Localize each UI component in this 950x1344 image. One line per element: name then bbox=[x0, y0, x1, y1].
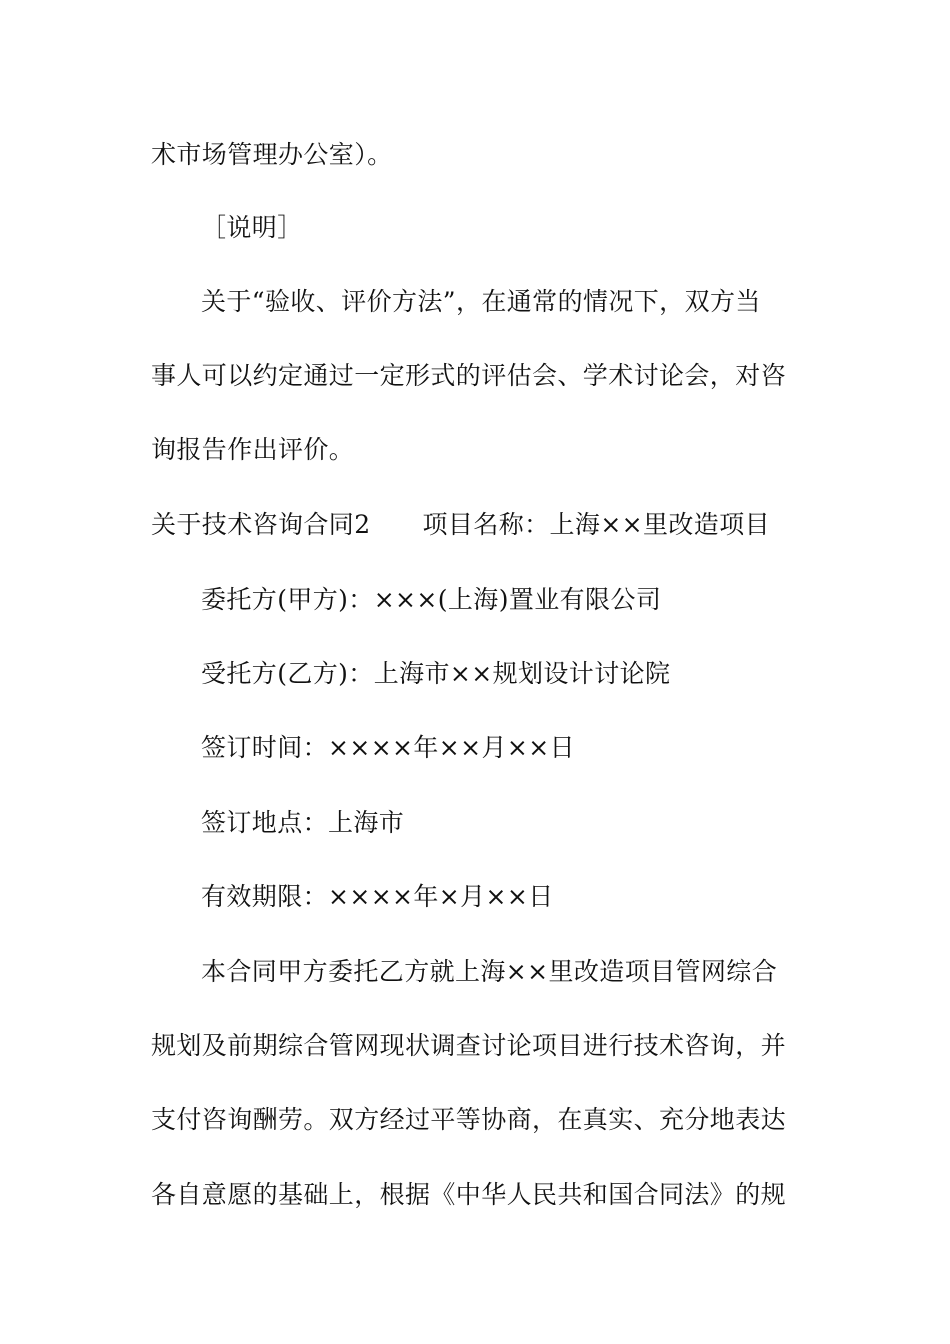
paragraph-line: 本合同甲方委托乙方就上海××里改造项目管网综合 bbox=[201, 957, 778, 986]
paragraph-line: 术市场管理办公室）。 bbox=[151, 140, 393, 169]
section-title-line bbox=[151, 509, 811, 541]
paragraph-line: 各自意愿的基础上，根据《中华人民共和国合同法》的规 bbox=[151, 1180, 787, 1209]
paragraph-line: 规划及前期综合管网现状调查讨论项目进行技术咨询，并 bbox=[151, 1031, 787, 1060]
paragraph-line: 支付咨询酬劳。双方经过平等协商，在真实、充分地表达 bbox=[151, 1105, 787, 1134]
paragraph-line: 事人可以约定通过一定形式的评估会、学术讨论会，对咨 bbox=[151, 361, 787, 390]
section-title: 关于技术咨询合同2 bbox=[151, 510, 371, 539]
contractor-party: 受托方(乙方)：上海市××规划设计讨论院 bbox=[201, 659, 671, 688]
note-heading: ［说明］ bbox=[201, 213, 303, 242]
signing-date: 签订时间：××××年××月××日 bbox=[201, 733, 575, 762]
paragraph-line: 询报告作出评价。 bbox=[151, 435, 355, 464]
project-name: 项目名称：上海××里改造项目 bbox=[422, 510, 771, 539]
paragraph-line: 关于“验收、评价方法”，在通常的情况下，双方当 bbox=[201, 287, 761, 316]
client-party: 委托方(甲方)：×××(上海)置业有限公司 bbox=[201, 585, 662, 614]
signing-place: 签订地点：上海市 bbox=[201, 808, 405, 837]
validity-period: 有效期限：××××年×月××日 bbox=[201, 882, 554, 911]
